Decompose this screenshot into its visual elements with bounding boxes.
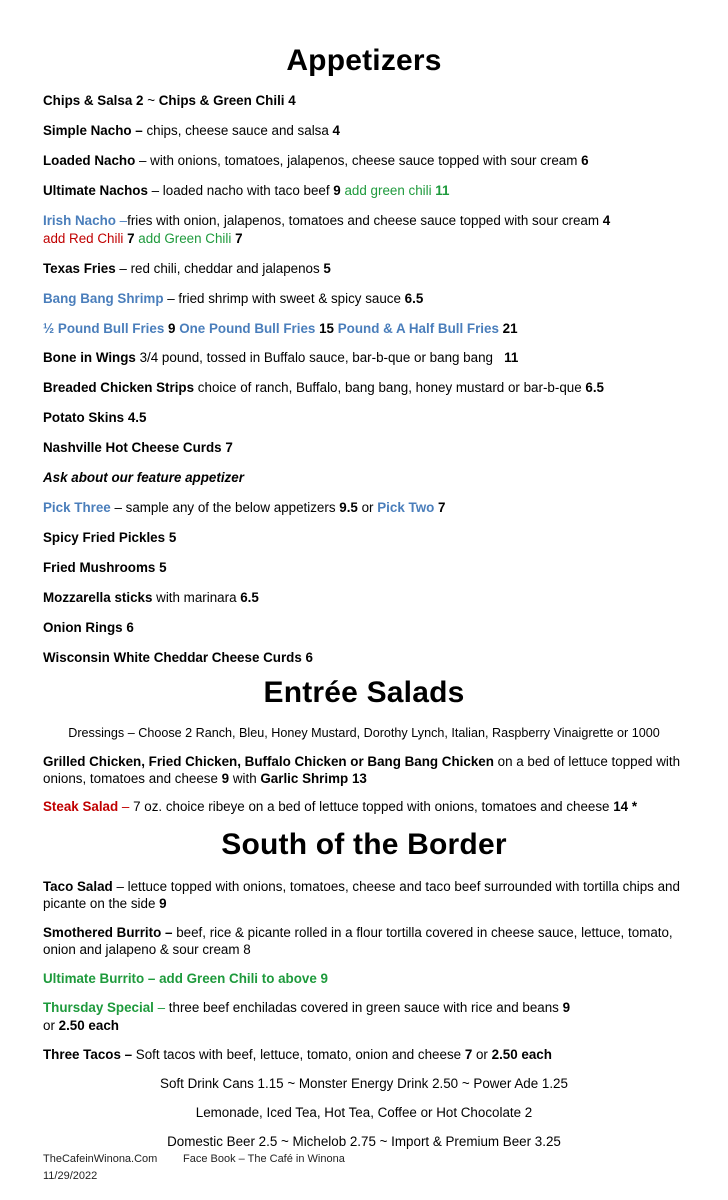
menu-item-thursday-special-each: or 2.50 each xyxy=(43,1018,119,1033)
menu-item-texas-fries: Texas Fries – red chili, cheddar and jalapenos 5 xyxy=(43,261,331,276)
menu-item-potato-skins: Potato Skins 4.5 xyxy=(43,410,147,425)
menu-item-smothered-burrito: Smothered Burrito – beef, rice & picante rolled in a flour tortilla covered in cheese sauce, lettuce, tomato, onion and jalapeno & sour cream 8 xyxy=(43,925,673,957)
appetizers-heading: Appetizers xyxy=(286,44,442,77)
menu-item-ultimate-nachos: Ultimate Nachos – loaded nacho with taco beef 9 add green chili 11 xyxy=(43,183,450,198)
drinks-line-3: Domestic Beer 2.5 ~ Michelob 2.75 ~ Import & Premium Beer 3.25 xyxy=(167,1134,561,1149)
south-of-the-border-heading: South of the Border xyxy=(221,828,507,861)
menu-item-irish-nacho: Irish Nacho –fries with onion, jalapenos, tomatoes and cheese sauce topped with sour cream 4 xyxy=(43,213,611,228)
menu-item-loaded-nacho: Loaded Nacho – with onions, tomatoes, jalapenos, cheese sauce topped with sour cream 6 xyxy=(43,153,589,168)
menu-item-bone-in-wings: Bone in Wings 3/4 pound, tossed in Buffalo sauce, bar-b-que or bang bang 11 xyxy=(43,350,519,365)
salad-dressings-note: Dressings – Choose 2 Ranch, Bleu, Honey Mustard, Dorothy Lynch, Italian, Raspberry Vinaigrette or 1000 xyxy=(68,726,660,740)
menu-item-steak-salad: Steak Salad – 7 oz. choice ribeye on a bed of lettuce topped with onions, tomatoes and cheese 14 * xyxy=(43,799,638,814)
drinks-line-1: Soft Drink Cans 1.15 ~ Monster Energy Drink 2.50 ~ Power Ade 1.25 xyxy=(160,1076,568,1091)
menu-item-chips-salsa: Chips & Salsa 2 ~ Chips & Green Chili 4 xyxy=(43,93,296,108)
menu-item-fried-pickles: Spicy Fried Pickles 5 xyxy=(43,530,177,545)
menu-item-irish-nacho-addons: add Red Chili 7 add Green Chili 7 xyxy=(43,231,243,246)
menu-item-taco-salad: Taco Salad – lettuce topped with onions, tomatoes, cheese and taco beef surrounded with tortilla chips and picante on the side 9 xyxy=(43,879,680,911)
menu-item-nashville-curds: Nashville Hot Cheese Curds 7 xyxy=(43,440,233,455)
menu-item-mozzarella-sticks: Mozzarella sticks with marinara 6.5 xyxy=(43,590,259,605)
menu-item-fried-mushrooms: Fried Mushrooms 5 xyxy=(43,560,167,575)
menu-item-ultimate-burrito: Ultimate Burrito – add Green Chili to above 9 xyxy=(43,971,328,986)
menu-item-bull-fries: ½ Pound Bull Fries 9 One Pound Bull Fries 15 Pound & A Half Bull Fries 21 xyxy=(43,321,518,336)
footer-facebook: Face Book – The Café in Winona xyxy=(183,1153,345,1165)
menu-item-chicken-strips: Breaded Chicken Strips choice of ranch, Buffalo, bang bang, honey mustard or bar-b-que 6.5 xyxy=(43,380,605,395)
footer-date: 11/29/2022 xyxy=(43,1170,98,1182)
drinks-line-2: Lemonade, Iced Tea, Hot Tea, Coffee or Hot Chocolate 2 xyxy=(195,1105,533,1120)
menu-item-simple-nacho: Simple Nacho – chips, cheese sauce and salsa 4 xyxy=(43,123,340,138)
menu-item-wisconsin-curds: Wisconsin White Cheddar Cheese Curds 6 xyxy=(43,650,313,665)
menu-item-bang-bang-shrimp: Bang Bang Shrimp – fried shrimp with sweet & spicy sauce 6.5 xyxy=(43,291,424,306)
menu-item-onion-rings: Onion Rings 6 xyxy=(43,620,134,635)
footer-website: TheCafeinWinona.Com xyxy=(43,1153,158,1165)
feature-appetizer-note: Ask about our feature appetizer xyxy=(43,470,244,485)
menu-item-three-tacos: Three Tacos – Soft tacos with beef, lettuce, tomato, onion and cheese 7 or 2.50 each xyxy=(43,1047,552,1062)
entree-salads-heading: Entrée Salads xyxy=(263,676,465,709)
menu-item-thursday-special: Thursday Special – three beef enchiladas covered in green sauce with rice and beans 9 xyxy=(43,1000,571,1015)
menu-item-pick-three: Pick Three – sample any of the below appetizers 9.5 or Pick Two 7 xyxy=(43,500,446,515)
menu-item-chicken-salad: Grilled Chicken, Fried Chicken, Buffalo Chicken or Bang Bang Chicken on a bed of lettuce topped with onions, tomatoes and cheese 9 with Garlic Shrimp 13 xyxy=(43,754,681,786)
